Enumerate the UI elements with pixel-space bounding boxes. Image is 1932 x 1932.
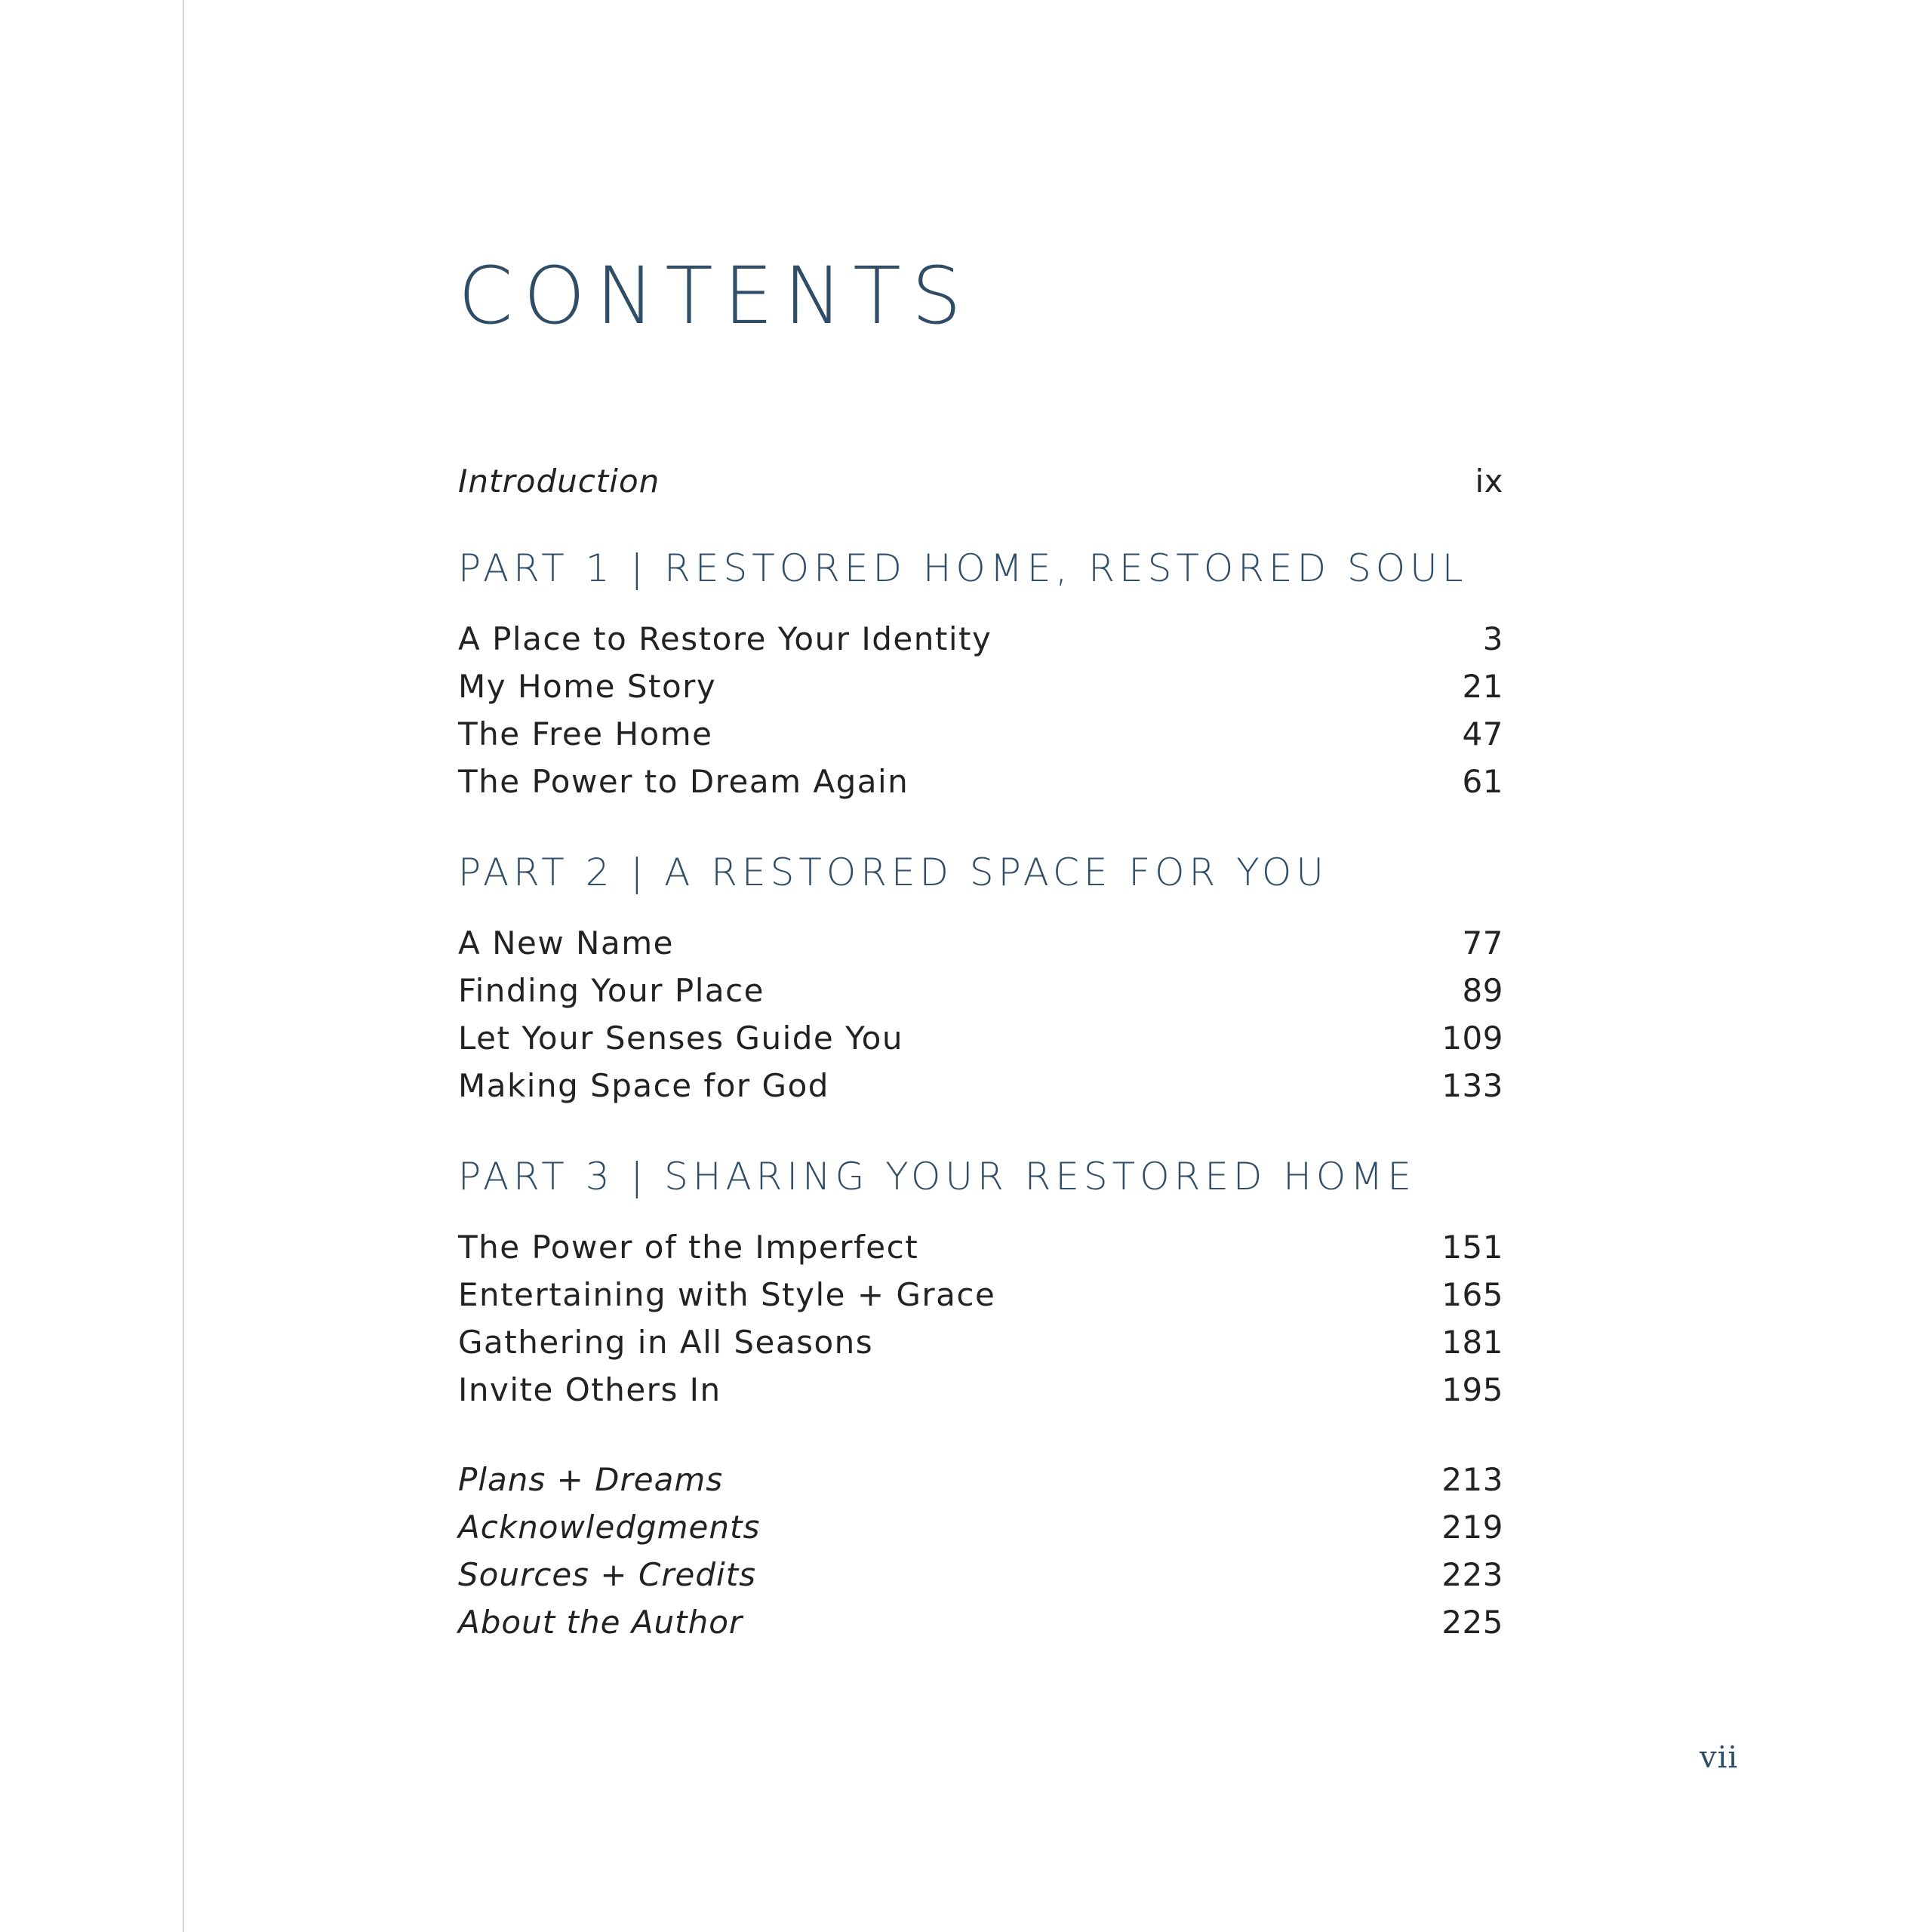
toc-entry-page: 151 bbox=[1441, 1229, 1503, 1266]
toc-entry[interactable] bbox=[458, 663, 1503, 711]
toc-entry-page: 21 bbox=[1462, 668, 1503, 705]
page-title: CONTENTS bbox=[458, 250, 972, 342]
page-number: vii bbox=[1700, 1740, 1739, 1775]
toc-entry[interactable] bbox=[458, 1014, 1503, 1063]
toc-entry-back-matter[interactable] bbox=[458, 1551, 1503, 1599]
toc-entry[interactable] bbox=[458, 1223, 1503, 1272]
page-gutter-line bbox=[183, 0, 184, 1932]
toc-entry-title: About the Author bbox=[458, 1604, 743, 1641]
toc-entry[interactable] bbox=[458, 1318, 1503, 1367]
toc-entry-title: The Power of the Imperfect bbox=[458, 1229, 919, 1266]
toc-entry-title: Acknowledgments bbox=[458, 1509, 761, 1546]
part-1-heading: PART 1 | RESTORED HOME, RESTORED SOUL bbox=[458, 546, 1468, 590]
toc-entry[interactable] bbox=[458, 615, 1503, 663]
toc-entry[interactable] bbox=[458, 1062, 1503, 1110]
toc-entry-page: 77 bbox=[1462, 924, 1503, 961]
toc-entry-page: 225 bbox=[1441, 1604, 1503, 1641]
toc-entry-page: 61 bbox=[1462, 763, 1503, 800]
toc-entry-page: 223 bbox=[1441, 1556, 1503, 1593]
toc-entry-title: The Power to Dream Again bbox=[458, 763, 909, 800]
toc-entry-page: 89 bbox=[1462, 972, 1503, 1009]
toc-entry-page: 195 bbox=[1441, 1371, 1503, 1408]
toc-entry-title: A Place to Restore Your Identity bbox=[458, 620, 992, 657]
toc-entry-title: My Home Story bbox=[458, 668, 717, 705]
toc-entry[interactable] bbox=[458, 919, 1503, 968]
toc-entry-page: 181 bbox=[1441, 1324, 1503, 1361]
toc-entry-title: Entertaining with Style + Grace bbox=[458, 1276, 996, 1313]
toc-entry-title: Gathering in All Seasons bbox=[458, 1324, 874, 1361]
toc-entry-page: 165 bbox=[1441, 1276, 1503, 1313]
toc-entry-page: 219 bbox=[1441, 1509, 1503, 1546]
toc-entry[interactable] bbox=[458, 710, 1503, 758]
toc-entry-title: Invite Others In bbox=[458, 1371, 721, 1408]
toc-entry-title: Let Your Senses Guide You bbox=[458, 1020, 903, 1057]
toc-entry[interactable] bbox=[458, 1366, 1503, 1414]
toc-entry-back-matter[interactable] bbox=[458, 1598, 1503, 1647]
toc-entry-page: 47 bbox=[1462, 715, 1503, 752]
toc-entry-page: 109 bbox=[1441, 1020, 1503, 1057]
part-3-heading: PART 3 | SHARING YOUR RESTORED HOME bbox=[458, 1155, 1416, 1198]
toc-entry-back-matter[interactable] bbox=[458, 1503, 1503, 1552]
toc-entry[interactable] bbox=[458, 967, 1503, 1015]
toc-entry-page: 213 bbox=[1441, 1461, 1503, 1498]
toc-entry-page: 3 bbox=[1482, 620, 1503, 657]
toc-entry-title: Making Space for God bbox=[458, 1067, 829, 1104]
toc-entry-back-matter[interactable] bbox=[458, 1456, 1503, 1504]
toc-entry-page: 133 bbox=[1441, 1067, 1503, 1104]
toc-entry[interactable] bbox=[458, 1271, 1503, 1319]
toc-entry-title: Introduction bbox=[458, 463, 660, 500]
toc-entry-title: The Free Home bbox=[458, 715, 713, 752]
toc-entry-title: Finding Your Place bbox=[458, 972, 765, 1009]
toc-entry-title: Sources + Credits bbox=[458, 1556, 757, 1593]
toc-entry-page: ix bbox=[1475, 463, 1503, 500]
toc-entry[interactable] bbox=[458, 758, 1503, 806]
toc-entry-title: Plans + Dreams bbox=[458, 1461, 724, 1498]
toc-entry-title: A New Name bbox=[458, 924, 674, 961]
toc-entry-introduction[interactable] bbox=[458, 457, 1503, 506]
part-2-heading: PART 2 | A RESTORED SPACE FOR YOU bbox=[458, 851, 1328, 894]
